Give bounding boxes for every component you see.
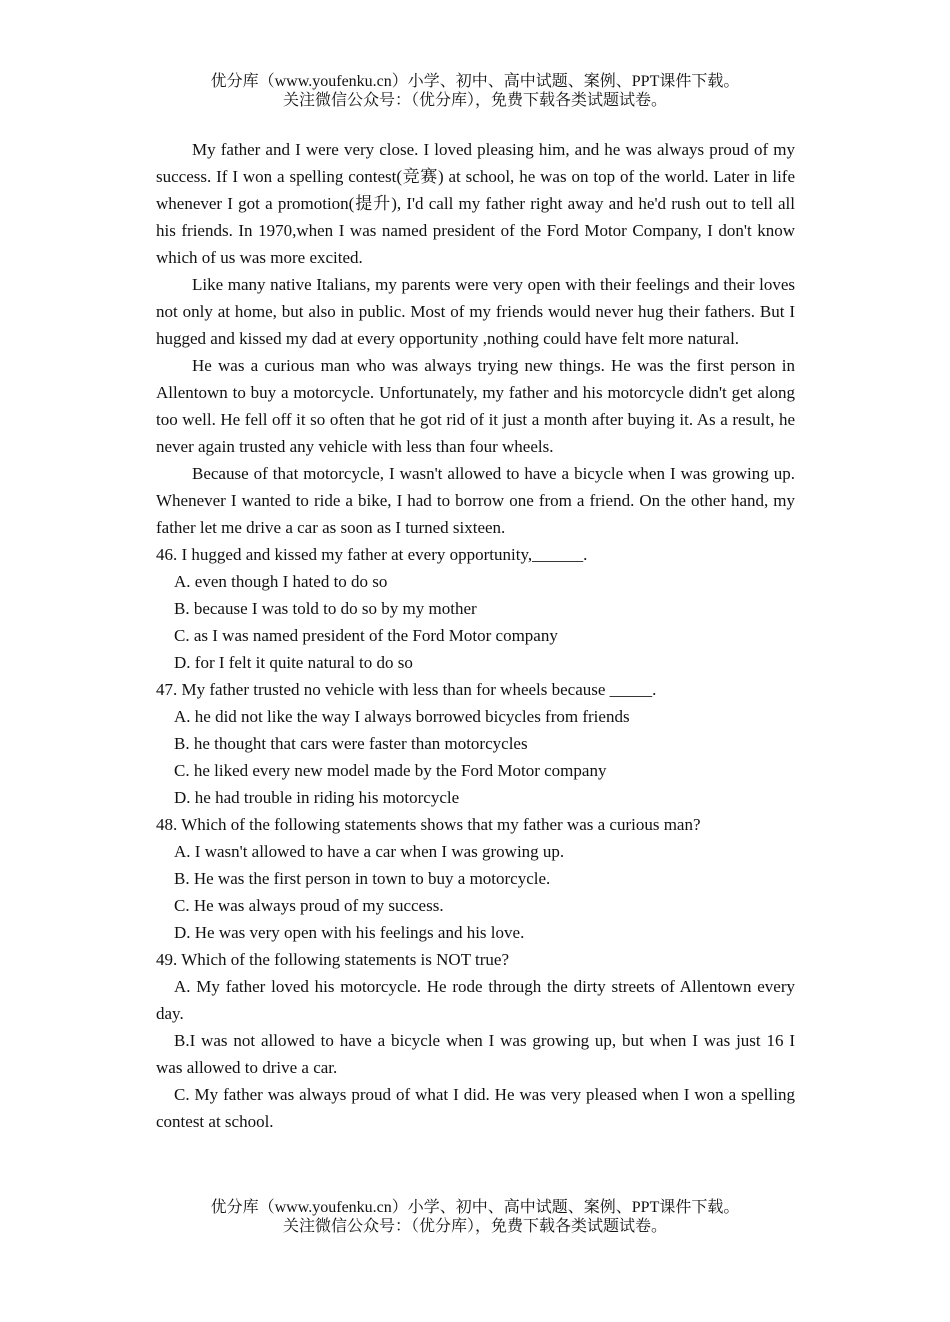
- document-body: [156, 136, 795, 1135]
- header-line-2: 关注微信公众号：（优分库），免费下载各类试题试卷。: [282, 92, 667, 109]
- option-b: B. He was the first person in town to buy a motorcycle.: [174, 869, 551, 888]
- page-footer: [0, 1198, 950, 1236]
- option-c: C. as I was named president of the Ford Motor company: [174, 626, 558, 645]
- footer-line-2: 关注微信公众号：（优分库），免费下载各类试题试卷。: [282, 1218, 667, 1235]
- question-46: [156, 541, 795, 676]
- question-stem: 46. I hugged and kissed my father at every opportunity,______.: [156, 545, 588, 564]
- option-a: A. even though I hated to do so: [174, 572, 388, 591]
- option-a: A. My father loved his motorcycle. He rode through the dirty streets of Allentown every day.: [156, 977, 795, 1023]
- option-c: C. he liked every new model made by the Ford Motor company: [174, 761, 607, 780]
- option-d: D. he had trouble in riding his motorcycle: [174, 788, 460, 807]
- reading-passage: [156, 136, 795, 541]
- header-line-1: 优分库（www.youfenku.cn）小学、初中、高中试题、案例、PPT课件下载。: [210, 73, 740, 90]
- option-b: B.I was not allowed to have a bicycle when I was growing up, but when I was just 16 I was allowed to drive a car.: [156, 1031, 795, 1077]
- question-stem: 49. Which of the following statements is NOT true?: [156, 950, 509, 969]
- footer-line-1: 优分库（www.youfenku.cn）小学、初中、高中试题、案例、PPT课件下载。: [210, 1199, 740, 1216]
- option-d: D. He was very open with his feelings and his love.: [174, 923, 525, 942]
- option-a: A. I wasn't allowed to have a car when I was growing up.: [174, 842, 565, 861]
- option-c: C. My father was always proud of what I did. He was very pleased when I won a spelling contest at school.: [156, 1085, 795, 1131]
- passage-paragraph-3: He was a curious man who was always trying new things. He was the first person in Allentown to buy a motorcycle. Unfortunately, my father and his motorcycle didn't get along too well. He fell off it so often that he got rid of it just a month after buying it. As a result, he never again trusted any vehicle with less than four wheels.: [156, 356, 795, 456]
- passage-paragraph-1: My father and I were very close. I loved pleasing him, and he was always proud of my success. If I won a spelling contest(竞赛) at school, he was on top of the world. Later in life whenever I got a promotion(提升), I'd call my father right away and he'd rush out to tell all his friends. In 1970,when I was named president of the Ford Motor Company, I don't know which of us was more excited.: [156, 140, 795, 267]
- option-a: A. he did not like the way I always borrowed bicycles from friends: [174, 707, 630, 726]
- question-47: [156, 676, 795, 811]
- passage-paragraph-4: Because of that motorcycle, I wasn't allowed to have a bicycle when I was growing up. Whenever I wanted to ride a bike, I had to borrow one from a friend. On the other hand, my father let me drive a car as soon as I turned sixteen.: [156, 464, 795, 537]
- question-48: [156, 811, 795, 946]
- option-c: C. He was always proud of my success.: [174, 896, 444, 915]
- option-b: B. he thought that cars were faster than motorcycles: [174, 734, 528, 753]
- passage-paragraph-2: Like many native Italians, my parents were very open with their feelings and their loves not only at home, but also in public. Most of my friends would never hug their fathers. But I hugged and kissed my dad at every opportunity ,nothing could have felt more natural.: [156, 275, 795, 348]
- question-stem: 47. My father trusted no vehicle with less than for wheels because _____.: [156, 680, 657, 699]
- option-b: B. because I was told to do so by my mother: [174, 599, 477, 618]
- page-header: [0, 72, 950, 110]
- question-49: [156, 946, 795, 1135]
- option-d: D. for I felt it quite natural to do so: [174, 653, 413, 672]
- question-stem: 48. Which of the following statements shows that my father was a curious man?: [156, 815, 701, 834]
